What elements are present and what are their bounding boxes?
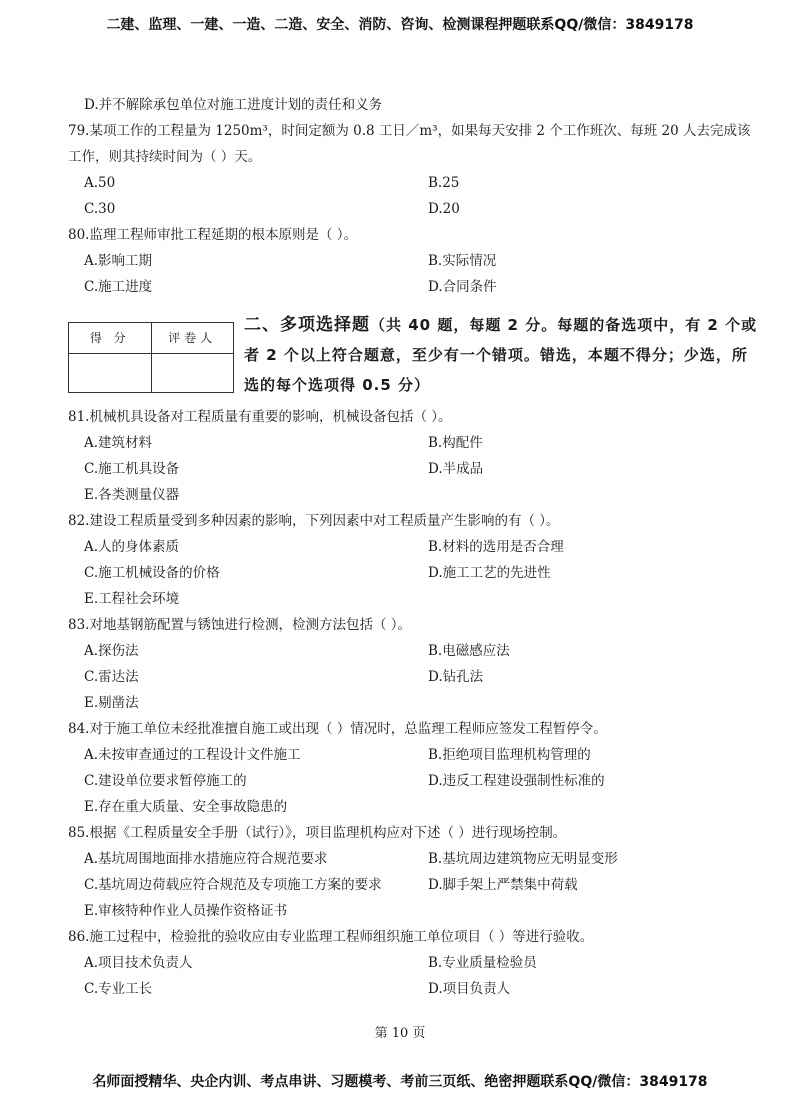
grader-label: 评卷人 <box>151 323 234 354</box>
q83-option-e: E.剔凿法 <box>84 695 139 711</box>
q79-options <box>68 170 758 222</box>
grader-cell <box>151 354 234 393</box>
section-title: 二、多项选择题 <box>244 315 370 335</box>
q85-option-b: B.基坑周边建筑物应无明显变形 <box>428 851 618 867</box>
q81-stem: 81.机械机具设备对工程质量有重要的影响，机械设备包括（ ）。 <box>68 409 452 425</box>
q80-option-a: A.影响工期 <box>84 253 153 269</box>
page-content <box>68 92 758 1002</box>
q85-option-e: E.审核特种作业人员操作资格证书 <box>84 903 288 919</box>
q82-option-e: E.工程社会环境 <box>84 591 180 607</box>
q85-option-a: A.基坑周围地面排水措施应符合规范要求 <box>84 851 328 867</box>
q83-option-c: C.雷达法 <box>84 669 139 685</box>
q84-option-b: B.拒绝项目监理机构管理的 <box>428 747 591 763</box>
q79-option-c: C.30 <box>84 201 116 217</box>
q83-option-d: D.钻孔法 <box>428 669 484 685</box>
q80-option-d: D.合同条件 <box>428 279 497 295</box>
q85-options <box>68 846 758 898</box>
q85-option-d: D.脚手架上严禁集中荷载 <box>428 877 578 893</box>
page-header: 二建、监理、一建、一造、二造、安全、消防、咨询、检测课程押题联系QQ/微信：3849178 <box>106 17 694 33</box>
q80-stem: 80.监理工程师审批工程延期的根本原则是（ ）。 <box>68 227 358 243</box>
section-instructions <box>244 310 758 400</box>
q85-stem: 85.根据《工程质量安全手册（试行）》，项目监理机构应对下述（ ）进行现场控制。 <box>68 825 567 841</box>
q80-option-c: C.施工进度 <box>84 279 153 295</box>
q81-option-b: B.构配件 <box>428 435 483 451</box>
q86-option-d: D.项目负责人 <box>428 981 511 997</box>
score-label: 得 分 <box>69 323 152 354</box>
q84-option-d: D.违反工程建设强制性标准的 <box>428 773 605 789</box>
q86-stem: 86.施工过程中，检验批的验收应由专业监理工程师组织施工单位项目（ ）等进行验收。 <box>68 929 594 945</box>
q86-option-b: B.专业质量检验员 <box>428 955 537 971</box>
q81-option-a: A.建筑材料 <box>84 435 153 451</box>
q82-option-b: B.材料的选用是否合理 <box>428 539 564 555</box>
score-table <box>68 322 234 393</box>
page-number: 第 10 页 <box>374 1026 426 1041</box>
q86-options <box>68 950 758 1002</box>
q82-option-c: C.施工机械设备的价格 <box>84 565 220 581</box>
q83-option-b: B.电磁感应法 <box>428 643 510 659</box>
q78-option-d: D.并不解除承包单位对施工进度计划的责任和义务 <box>84 97 383 113</box>
score-cell <box>69 354 152 393</box>
q81-option-e: E.各类测量仪器 <box>84 487 180 503</box>
q85-option-c: C.基坑周边荷载应符合规范及专项施工方案的要求 <box>84 877 382 893</box>
q83-options <box>68 638 758 690</box>
q82-option-a: A.人的身体素质 <box>84 539 180 555</box>
q84-options <box>68 742 758 794</box>
q84-option-e: E.存在重大质量、安全事故隐患的 <box>84 799 288 815</box>
q84-stem: 84.对于施工单位未经批准擅自施工或出现（ ）情况时，总监理工程师应签发工程暂停令。 <box>68 721 607 737</box>
q79-option-b: B.25 <box>428 175 460 191</box>
page-footer: 名师面授精华、央企内训、考点串讲、习题模考、考前三页纸、绝密押题联系QQ/微信：3849178 <box>92 1074 708 1090</box>
q86-option-c: C.专业工长 <box>84 981 153 997</box>
q81-options <box>68 430 758 482</box>
q83-stem: 83.对地基钢筋配置与锈蚀进行检测，检测方法包括（ ）。 <box>68 617 412 633</box>
q82-option-d: D.施工工艺的先进性 <box>428 565 551 581</box>
section-header <box>68 310 758 400</box>
q81-option-d: D.半成品 <box>428 461 484 477</box>
q82-options <box>68 534 758 586</box>
q82-stem: 82.建设工程质量受到多种因素的影响，下列因素中对工程质量产生影响的有（ ）。 <box>68 513 560 529</box>
q79-option-d: D.20 <box>428 201 460 217</box>
q86-option-a: A.项目技术负责人 <box>84 955 193 971</box>
q83-option-a: A.探伤法 <box>84 643 139 659</box>
q84-option-a: A.未按审查通过的工程设计文件施工 <box>84 747 301 763</box>
q80-option-b: B.实际情况 <box>428 253 497 269</box>
q84-option-c: C.建设单位要求暂停施工的 <box>84 773 247 789</box>
q81-option-c: C.施工机具设备 <box>84 461 180 477</box>
q79-option-a: A.50 <box>84 175 116 191</box>
q80-options <box>68 248 758 300</box>
q79-stem: 79.某项工作的工程量为 1250m³，时间定额为 0.8 工日／m³，如果每天安排 2 个工作班次、每班 20 人去完成该工作，则其持续时间为（ ）天。 <box>68 123 751 165</box>
section-desc: （共 40 题，每题 2 分。每题的备选项中，有 2 个或者 2 个以上符合题意，至少有一个错项。错选，本题不得分；少选，所选的每个选项得 0.5 分） <box>244 316 758 394</box>
